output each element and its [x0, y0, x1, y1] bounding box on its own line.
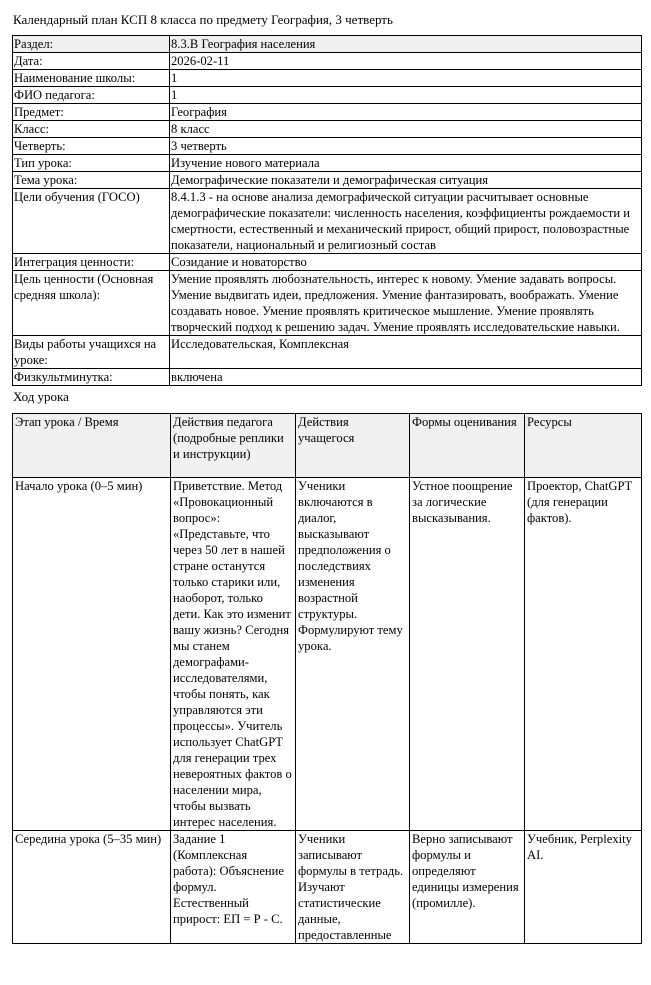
- meta-key: Цели обучения (ГОСО): [13, 189, 170, 254]
- flow-cell: Начало урока (0–5 мин): [13, 478, 171, 831]
- meta-value: включена: [170, 369, 642, 386]
- meta-row: [13, 138, 642, 155]
- meta-value: Исследовательская, Комплексная: [170, 336, 642, 369]
- section-title: Ход урока: [13, 389, 69, 404]
- meta-key: Тема урока:: [13, 172, 170, 189]
- meta-key: ФИО педагога:: [13, 87, 170, 104]
- meta-row: [13, 336, 642, 369]
- flow-cell: Устное поощрение за логические высказывания.: [410, 478, 525, 831]
- meta-row: [13, 121, 642, 138]
- flow-cell: Приветствие. Метод «Провокационный вопрос»: «Представьте, что через 50 лет в нашей стране останутся только старики или, наоборот, только дети. Как это изменит вашу жизнь? Сегодня мы станем демографами-исследователями, чтобы понять, как управляются эти процессы». Учитель использует ChatGPT для генерации трех невероятных фактов о населении мира, чтобы вызвать интерес населения.: [171, 478, 296, 831]
- flow-cell: Учебник, Perplexity AI.: [525, 831, 642, 944]
- meta-value: Созидание и новаторство: [170, 254, 642, 271]
- meta-value: 8.3.В География населения: [170, 36, 642, 53]
- meta-row: [13, 271, 642, 336]
- meta-key: Предмет:: [13, 104, 170, 121]
- flow-cell: Середина урока (5–35 мин): [13, 831, 171, 944]
- meta-key: Тип урока:: [13, 155, 170, 172]
- meta-row: [13, 172, 642, 189]
- flow-row: [13, 831, 642, 944]
- flow-header-cell: Действия педагога (подробные реплики и инструкции): [171, 414, 296, 478]
- flow-header-cell: Этап урока / Время: [13, 414, 171, 478]
- meta-value: 2026-02-11: [170, 53, 642, 70]
- meta-value: 8.4.1.3 - на основе анализа демографической ситуации расчитывает основные демографические показатели: численность населения, коэффициенты рождаемости и смертности, естественный и механический прирост, общий прирост, половозрастные показатели, национальный и религиозный состав: [170, 189, 642, 254]
- meta-row: [13, 104, 642, 121]
- flow-cell: Ученики записывают формулы в тетрадь. Изучают статистические данные, предоставленные: [296, 831, 410, 944]
- flow-header-cell: Формы оценивания: [410, 414, 525, 478]
- lesson-meta-table: [12, 35, 642, 386]
- flow-header-row: [13, 414, 642, 478]
- flow-cell: Ученики включаются в диалог, высказывают предположения о последствиях изменения возрастной структуры. Формулируют тему урока.: [296, 478, 410, 831]
- meta-value: 1: [170, 87, 642, 104]
- meta-row: [13, 87, 642, 104]
- meta-value: География: [170, 104, 642, 121]
- meta-key: Цель ценности (Основная средняя школа):: [13, 271, 170, 336]
- meta-key: Физкультминутка:: [13, 369, 170, 386]
- meta-key: Интеграция ценности:: [13, 254, 170, 271]
- meta-row: [13, 36, 642, 53]
- meta-row: [13, 369, 642, 386]
- meta-row: [13, 70, 642, 87]
- meta-value: 8 класс: [170, 121, 642, 138]
- flow-cell: Верно записывают формулы и определяют единицы измерения (промилле).: [410, 831, 525, 944]
- meta-value: Демографические показатели и демографическая ситуация: [170, 172, 642, 189]
- meta-key: Четверть:: [13, 138, 170, 155]
- meta-row: [13, 254, 642, 271]
- meta-row: [13, 155, 642, 172]
- meta-key: Наименование школы:: [13, 70, 170, 87]
- flow-header-cell: Действия учащегося: [296, 414, 410, 478]
- meta-key: Виды работы учащихся на уроке:: [13, 336, 170, 369]
- meta-row: [13, 53, 642, 70]
- meta-value: Умение проявлять любознательность, интерес к новому. Умение задавать вопросы. Умение выдвигать идеи, предложения. Умение фантазировать, воображать. Умение создавать новое. Умение проявлять критическое мышление. Умение проявлять творческий подход к решению задач. Умение проявлять исследовательские навыки.: [170, 271, 642, 336]
- flow-row: [13, 478, 642, 831]
- lesson-flow-table: [12, 413, 642, 944]
- meta-key: Раздел:: [13, 36, 170, 53]
- meta-row: [13, 189, 642, 254]
- flow-cell: Проектор, ChatGPT (для генерации фактов).: [525, 478, 642, 831]
- flow-cell: Задание 1 (Комплексная работа): Объяснение формул. Естественный прирост: ЕП = Р - С.: [171, 831, 296, 944]
- meta-value: 1: [170, 70, 642, 87]
- meta-value: 3 четверть: [170, 138, 642, 155]
- meta-key: Дата:: [13, 53, 170, 70]
- meta-key: Класс:: [13, 121, 170, 138]
- meta-value: Изучение нового материала: [170, 155, 642, 172]
- flow-header-cell: Ресурсы: [525, 414, 642, 478]
- document-title: Календарный план КСП 8 класса по предмету География, 3 четверть: [13, 12, 393, 27]
